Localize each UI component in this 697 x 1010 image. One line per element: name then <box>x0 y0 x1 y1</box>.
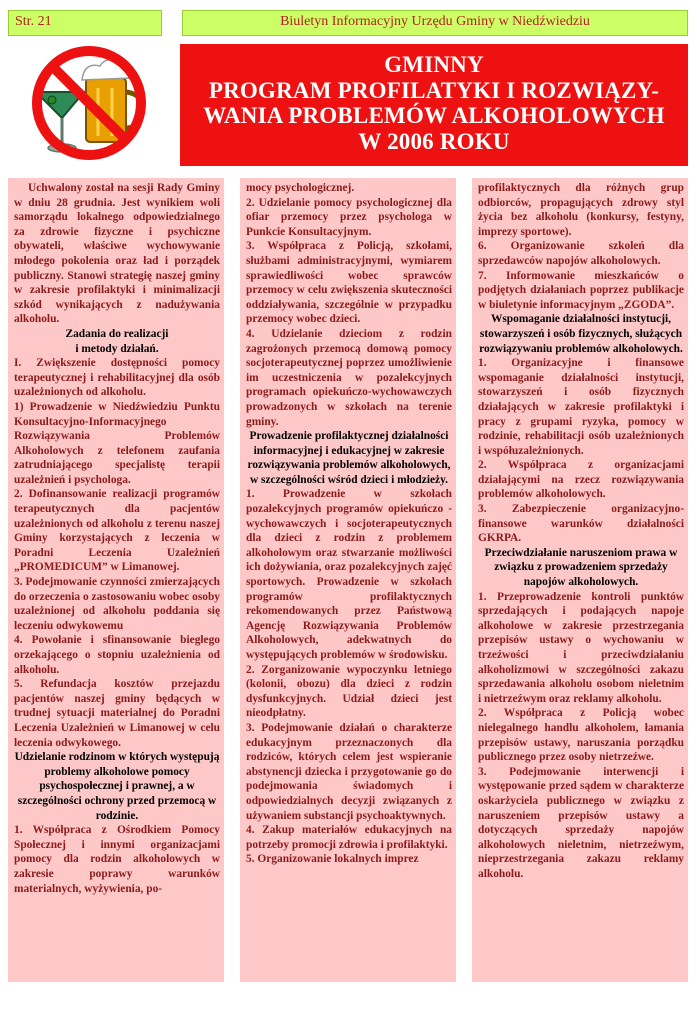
section-heading: Przeciwdziałanie naruszeniom prawa w związku z prowadzeniem sprzedaży napojów alkoholowych. <box>484 546 678 589</box>
title-line-4: W 2006 ROKU <box>358 128 510 154</box>
no-alcohol-sign-icon <box>22 44 156 162</box>
paragraph: 5. Organizowanie lokalnych imprez <box>246 853 419 866</box>
paragraph: 4. Powołanie i sfinansowanie biegłego orzekającego o stopniu uzależnienia od alkoholu. <box>14 634 220 676</box>
intro-paragraph: Uchwalony został na sesji Rady Gminy w dniu 28 grudnia. Jest wynikiem woli samorządu lokalnego odpowiedzialnego za zdrowie fizyczne i psychiczne obywateli, właściwe wychowywanie młodego pokolenia oraz ład i porządek publiczny. Stanowi strategię naszej gminy w zakresie profilaktyki i minimalizacji szkód wynikających z nadużywania alkoholu. <box>14 182 220 326</box>
section-heading: Prowadzenie profilaktycznej działalności informacyjnej i edukacyjnej w zakresie rozwiązywania problemów alkoholowych, w szczególności wśród dzieci i młodzieży. <box>247 430 451 486</box>
paragraph: 1) Prowadzenie w Niedźwiedziu Punktu Konsultacyjno-Informacyjnego Rozwiązywania Problemów Alkoholowych z telefonem zaufania zatrudniającego specjalistę terapii uzależnień i psychologa. <box>14 400 220 486</box>
column-2 <box>240 178 456 982</box>
section-heading: i metody działań. <box>75 342 159 355</box>
title-line-1: GMINNY <box>384 52 484 77</box>
paragraph: I. Zwiększenie dostępności pomocy terapeutycznej i rehabilitacyjnej dla osób uzależnionych od alkoholu. <box>14 357 220 399</box>
paragraph: 3. Podejmowanie interwencji i występowanie przed sądem w charakterze oskarżyciela publicznego w związku z naruszeniem przepisów ustawy a dotyczących sprzedaży napojów alkoholowych nieletnim, nietrzeźwym, nieprzestrzegania zakazu reklamy alkoholu. <box>478 765 684 880</box>
paragraph: 1. Współpraca z Ośrodkiem Pomocy Społecznej i innymi organizacjami pomocy dla rodzin alkoholowych w zakresie poprawy warunków materialnych, wyżywienia, po- <box>14 824 220 895</box>
paragraph: 7. Informowanie mieszkańców o podjętych działaniach poprzez publikacje w biuletynie informacyjnym „ZGODA”. <box>478 269 684 311</box>
paragraph: 3. Podejmowanie czynności zmierzających do orzeczenia o zastosowaniu wobec osoby uzależnionej od alkoholu poddania się leczeniu odwykowemu <box>14 576 220 632</box>
paragraph: 5. Refundacja kosztów przejazdu pacjentów naszej gminy będących w trudnej sytuacji materialnej do Poradni Leczenia Uzależnień w Limanowej w celu leczenia odwykowego. <box>14 678 220 749</box>
paragraph: profilaktycznych dla różnych grup odbiorców, propagujących zdrowy styl życia bez alkoholu (konkursy, festyny, imprezy sportowe). <box>478 182 684 238</box>
paragraph: 2. Zorganizowanie wypoczynku letniego (kolonii, obozu) dla dzieci z rodzin dysfunkcyjnych. Udział dzieci jest nieodpłatny. <box>246 663 452 720</box>
title-line-3: WANIA PROBLEMÓW ALKOHOLOWYCH <box>203 103 665 128</box>
title-line-2: PROGRAM PROFILATYKI I ROZWIĄZY- <box>208 77 660 103</box>
paragraph: 6. Organizowanie szkoleń dla sprzedawców napojów alkoholowych. <box>478 240 684 267</box>
column-1 <box>8 178 224 982</box>
paragraph: mocy psychologicznej. <box>246 182 355 194</box>
paragraph: 3. Podejmowanie działań o charakterze edukacyjnym przeznaczonych dla rodziców, których celem jest wspieranie abstynencji dziecka i przygotowanie go do podejmowania świadomych i odpowiedzialnych decyzji związanych z używaniem substancji psychoaktywnych. <box>246 721 452 822</box>
bulletin-title: Biuletyn Informacyjny Urzędu Gminy w Niedźwiedziu <box>182 10 688 36</box>
paragraph: 2. Udzielanie pomocy psychologicznej dla ofiar przemocy przez psychologa w Punkcie Konsultacyjnym. <box>246 196 452 238</box>
section-heading: Zadania do realizacji <box>65 327 169 340</box>
paragraph: 1. Organizacyjne i finansowe wspomaganie działalności instytucji, stowarzyszeń i osób fizycznych działających w zakresie profilaktyki i pracy z grupami ryzyka, pomocy w rodzinie, rehabilitacji osób uzależnionych i współuzależnionych. <box>478 357 684 457</box>
page-number: Str. 21 <box>8 10 162 36</box>
paragraph: 2. Współpraca z Policją wobec nielegalnego handlu alkoholem, łamania przepisów ustawy, naruszania porządku publicznego przez osoby nietrzeźwe. <box>478 707 684 764</box>
paragraph: 2. Współpraca z organizacjami działającymi na rzecz rozwiązywania problemów alkoholowych. <box>478 459 684 501</box>
section-heading: Udzielanie rodzinom w których występują problemy alkoholowe pomocy psychospołecznej i prawnej, a w szczególności ochrony przed przemocą w rodzinie. <box>14 751 220 822</box>
paragraph: 1. Prowadzenie w szkołach pozalekcyjnych programów opiekuńczo - wychowawczych i socjoterapeutycznych dla dzieci z rodzin z problemem alkoholowym oraz stwarzanie możliwości ich dożywiania, oraz pozalekcyjnych zajęć sportowych. Prowadzenie w szkołach programów profilaktycznych rekomendowanych przez Państwową Agencję Rozwiązywania Problemów Alkoholowych, adekwatnych do występujących problemów w środowisku. <box>246 488 452 661</box>
paragraph: 4. Udzielanie dzieciom z rodzin zagrożonych przemocą domową pomocy socjoterapeutycznej poprzez umożliwienie im uczestniczenia w pozalekcyjnych programach opiekuńczo-wychowawczych prowadzonych w szkołach na terenie gminy. <box>246 327 452 428</box>
column-3 <box>472 178 688 982</box>
paragraph: 2. Dofinansowanie realizacji programów terapeutycznych dla pacjentów uzależnionych od alkoholu z terenu naszej Gminy korzystających z leczenia w Poradni Leczenia Uzależnień „PROMEDICUM” w Limanowej. <box>14 488 220 574</box>
program-title <box>180 44 688 166</box>
paragraph: 3. Zabezpieczenie organizacyjno-finansowe warunków działalności GKRPA. <box>478 503 684 545</box>
paragraph: 3. Współpraca z Policją, szkołami, służbami administracyjnymi, wymiarem sprawiedliwości wobec sprawców przemocy w celu zwiększenia skuteczności oddziaływania, szczególnie w przypadku przemocy wobec dzieci. <box>246 240 452 326</box>
paragraph: 4. Zakup materiałów edukacyjnych na potrzeby promocji zdrowia i profilaktyki. <box>246 824 452 851</box>
section-heading: Wspomaganie działalności instytucji, stowarzyszeń i osób fizycznych, służących rozwiązywaniu problemów alkoholowych. <box>479 313 683 355</box>
paragraph: 1. Przeprowadzenie kontroli punktów sprzedających i podających napoje alkoholowe w zakresie przestrzegania przepisów ustawy o wychowaniu w trzeźwości i przeciwdziałaniu alkoholizmowi w szczególności zakazu sprzedawania alkoholu osobom nieletnim i nietrzeźwym oraz reklamy alkoholu. <box>478 590 684 705</box>
